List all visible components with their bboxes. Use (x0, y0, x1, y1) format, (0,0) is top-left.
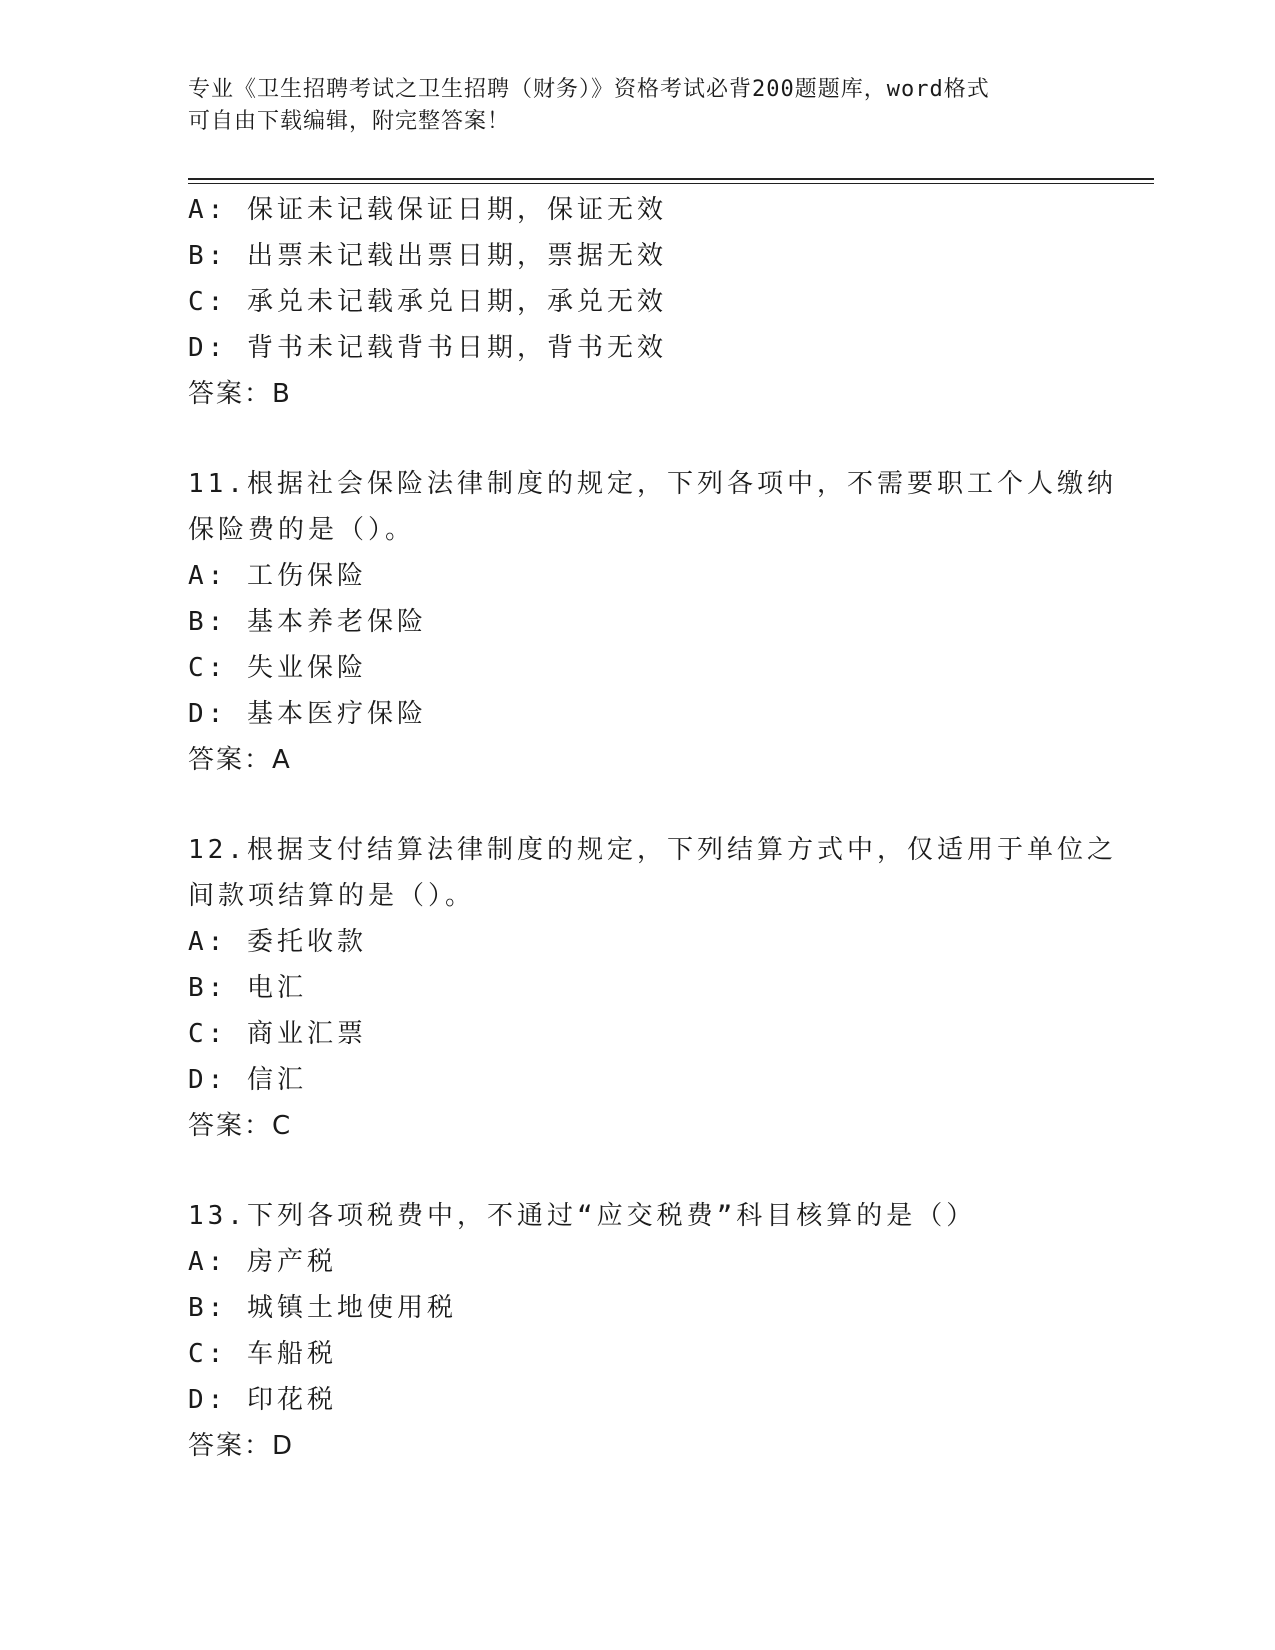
spacer (188, 417, 1148, 461)
option-d: D: 印花税 (188, 1385, 337, 1415)
option-a: A: 工伤保险 (188, 561, 367, 591)
option-b: B: 城镇土地使用税 (188, 1293, 457, 1323)
header-title-line-1: 专业《卫生招聘考试之卫生招聘（财务）》资格考试必背200题题库，word格式 (188, 77, 990, 102)
answer-label: 答案：D (188, 1431, 295, 1461)
option-d: D: 信汇 (188, 1065, 307, 1095)
answer-label: 答案：B (188, 379, 292, 409)
option-b: B: 电汇 (188, 973, 307, 1003)
option-d: D: 背书未记载背书日期，背书无效 (188, 333, 667, 363)
question-stem-line-1: 11.根据社会保险法律制度的规定，下列各项中，不需要职工个人缴纳 (188, 469, 1117, 499)
option-c: C: 失业保险 (188, 653, 367, 683)
option-d: D: 基本医疗保险 (188, 699, 427, 729)
answer-label: 答案：C (188, 1111, 293, 1141)
question-10-block (188, 187, 1148, 417)
option-c: C: 商业汇票 (188, 1019, 367, 1049)
option-b: B: 基本养老保险 (188, 607, 427, 637)
spacer (188, 1149, 1148, 1193)
option-a: A: 委托收款 (188, 927, 367, 957)
header-divider-thick (188, 178, 1154, 180)
header-divider-thin (188, 183, 1154, 184)
question-11-block (188, 461, 1148, 783)
question-stem-line-1: 12.根据支付结算法律制度的规定，下列结算方式中，仅适用于单位之 (188, 835, 1117, 865)
answer-label: 答案：A (188, 745, 292, 775)
option-a: A: 房产税 (188, 1247, 337, 1277)
question-12-block (188, 827, 1148, 1149)
spacer (188, 783, 1148, 827)
question-stem-line-2: 保险费的是（）。 (188, 515, 416, 545)
option-c: C: 承兑未记载承兑日期，承兑无效 (188, 287, 667, 317)
question-stem-line-2: 间款项结算的是（）。 (188, 881, 476, 911)
option-b: B: 出票未记载出票日期，票据无效 (188, 241, 667, 271)
document-header (188, 74, 1088, 138)
question-list (188, 187, 1148, 1469)
option-c: C: 车船税 (188, 1339, 337, 1369)
header-title-line-2: 可自由下载编辑，附完整答案！ (188, 109, 511, 134)
question-13-block (188, 1193, 1148, 1469)
option-a: A: 保证未记载保证日期，保证无效 (188, 195, 667, 225)
question-stem-line-1: 13.下列各项税费中，不通过“应交税费”科目核算的是（） (188, 1201, 977, 1231)
